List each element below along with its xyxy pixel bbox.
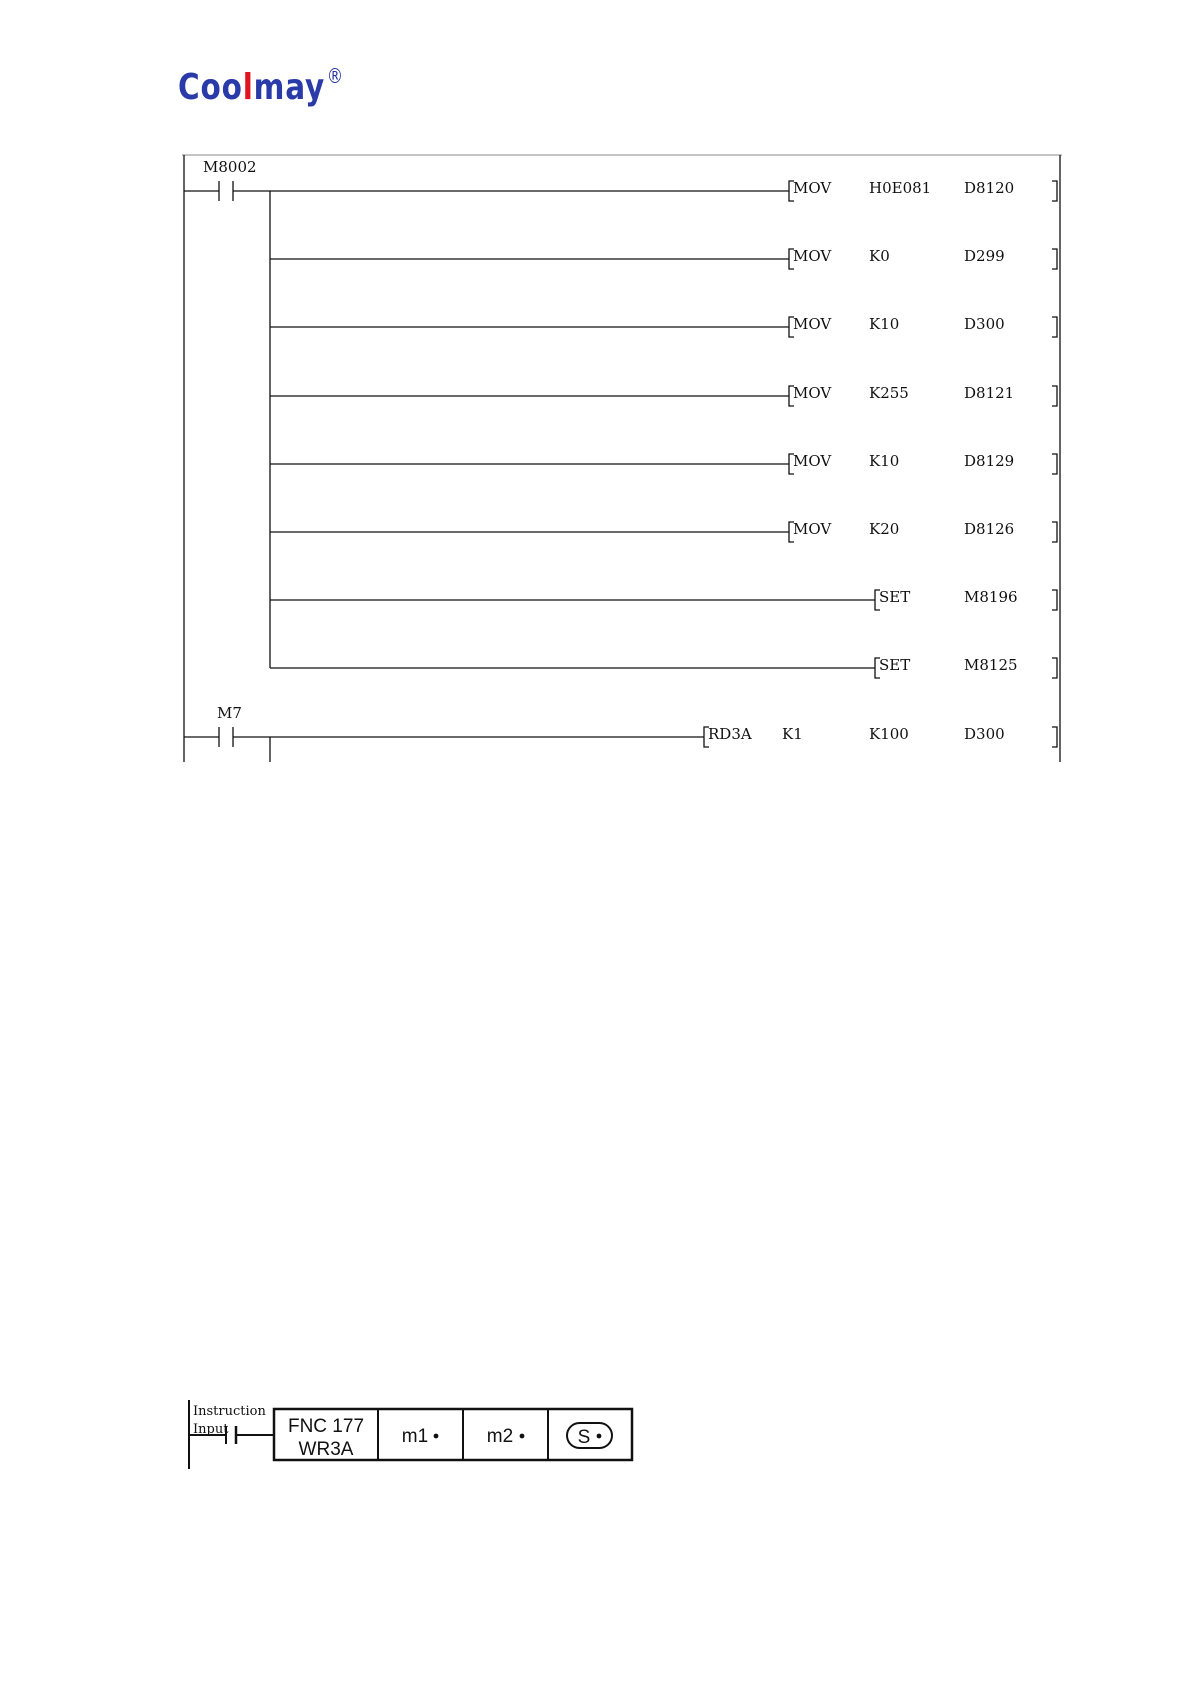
format-operand-m2: m2 bbox=[486, 1426, 514, 1447]
format-instruction-box bbox=[274, 1409, 632, 1460]
instruction-op: MOV bbox=[793, 247, 832, 265]
instruction-close-bracket bbox=[1052, 386, 1057, 406]
instruction-arg: H0E081 bbox=[869, 179, 932, 197]
instruction-arg: D8126 bbox=[964, 520, 1015, 538]
instruction-arg: D8120 bbox=[964, 179, 1015, 197]
instruction-arg: K1 bbox=[782, 725, 803, 743]
ladder-diagram bbox=[0, 0, 1191, 780]
instruction-arg: K10 bbox=[869, 452, 900, 470]
contact-label-m8002: M8002 bbox=[203, 158, 257, 176]
instruction-op: MOV bbox=[793, 520, 832, 538]
format-operand-dot bbox=[597, 1434, 602, 1439]
instruction-input-label-1: Instruction bbox=[193, 1404, 266, 1419]
instruction-input-label-2: Input bbox=[193, 1422, 229, 1437]
instruction-arg: K0 bbox=[869, 247, 890, 265]
instruction-arg: K20 bbox=[869, 520, 900, 538]
instruction-arg: M8196 bbox=[964, 588, 1018, 606]
instruction-arg: M8125 bbox=[964, 656, 1018, 674]
contact-label-m7: M7 bbox=[217, 704, 242, 722]
instruction-arg: D300 bbox=[964, 315, 1005, 333]
format-instruction-name: WR3A bbox=[298, 1439, 354, 1460]
instruction-close-bracket bbox=[1052, 317, 1057, 337]
instruction-arg: K100 bbox=[869, 725, 909, 743]
instruction-op: SET bbox=[879, 656, 911, 674]
instruction-arg: D8129 bbox=[964, 452, 1015, 470]
instruction-arg: D299 bbox=[964, 247, 1005, 265]
instruction-arg: K10 bbox=[869, 315, 900, 333]
instruction-op: MOV bbox=[793, 179, 832, 197]
instruction-close-bracket bbox=[1052, 181, 1057, 201]
format-operand-m1: m1 bbox=[401, 1426, 429, 1447]
instruction-op: MOV bbox=[793, 452, 832, 470]
instruction-arg: K255 bbox=[869, 384, 909, 402]
instruction-close-bracket bbox=[1052, 590, 1057, 610]
format-fnc-number: FNC 177 bbox=[287, 1416, 365, 1437]
instruction-close-bracket bbox=[1052, 727, 1057, 747]
instruction-op: MOV bbox=[793, 384, 832, 402]
instruction-op: RD3A bbox=[708, 725, 752, 743]
instruction-op: MOV bbox=[793, 315, 832, 333]
instruction-op: SET bbox=[879, 588, 911, 606]
instruction-arg: D8121 bbox=[964, 384, 1015, 402]
format-s-oval bbox=[567, 1423, 612, 1448]
coolmay-logo: Coolmay® bbox=[178, 64, 344, 108]
format-operand-s: S bbox=[577, 1427, 591, 1448]
instruction-arg: D300 bbox=[964, 725, 1005, 743]
instruction-close-bracket bbox=[1052, 658, 1057, 678]
instruction-close-bracket bbox=[1052, 454, 1057, 474]
instruction-close-bracket bbox=[1052, 522, 1057, 542]
format-operand-dot bbox=[520, 1434, 525, 1439]
instruction-close-bracket bbox=[1052, 249, 1057, 269]
format-operand-dot bbox=[434, 1434, 439, 1439]
